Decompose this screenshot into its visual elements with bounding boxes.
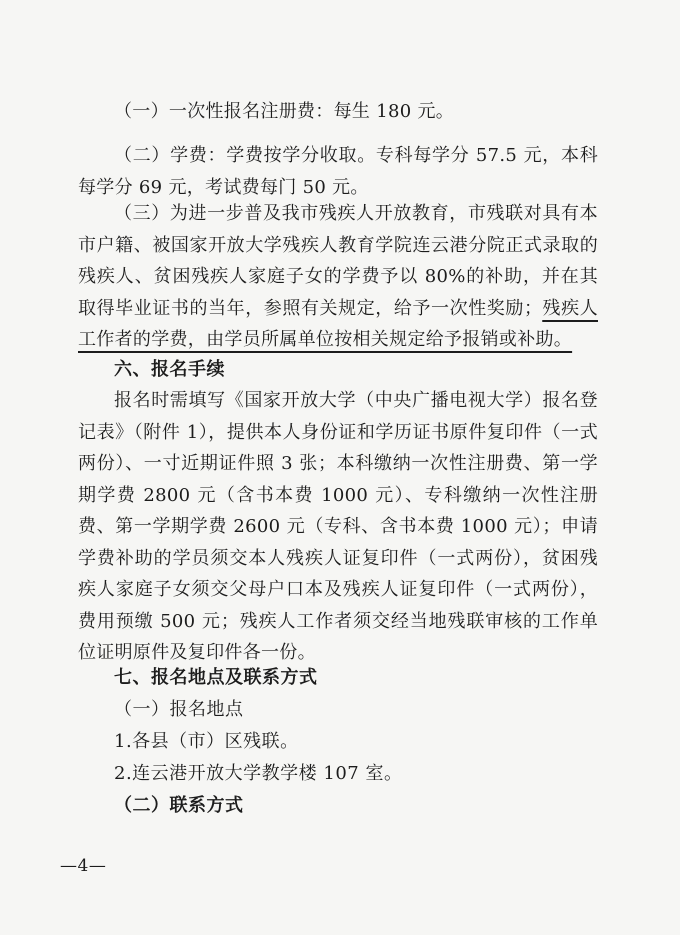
section7-subheading-location: （一）报名地点 — [114, 699, 244, 720]
fee-item-tuition: （二）学费：学费按学分收取。专科每学分 57.5 元，本科每学分 69 元，考试费每门 50 元。 — [78, 145, 598, 198]
location-item-2: 2.连云港开放大学教学楼 107 室。 — [114, 763, 403, 784]
section6-heading: 六、报名手续 — [114, 359, 225, 380]
section7-subheading-contact: （二）联系方式 — [114, 795, 244, 816]
section6-body: 报名时需填写《国家开放大学（中央广播电视大学）报名登记表》（附件 1），提供本人身份证和学历证书原件复印件（一式两份）、一寸近期证件照 3 张；本科缴纳一次性注册费、第一学期学费 2800 元（含书本费 1000 元）、专科缴纳一次性注册费、第一学期学费 2600 元（专科、含书本费 1000 元）；申请学费补助的学员须交本人残疾人证复印件（一式两份），贫困残疾人家庭子女须交父母户口本及残疾人证复印件（一式两份），费用预缴 500 元；残疾人工作者须交经当地残联审核的工作单位证明原件及复印件各一份。 — [78, 390, 598, 663]
subsidy-text: （三）为进一步普及我市残疾人开放教育，市残联对具有本市户籍、被国家开放大学残疾人教育学院连云港分院正式录取的残疾人、贫困残疾人家庭子女的学费予以 80%的补助，并在其取得毕业证书的当年，参照有关规定，给予一次性奖励； — [78, 203, 598, 319]
fee-item-subsidy — [78, 198, 598, 356]
section7-heading: 七、报名地点及联系方式 — [114, 667, 318, 688]
location-item-1: 1.各县（市）区残联。 — [114, 731, 299, 752]
subsidy-underlined-text: 残疾人工作者的学费，由学员所属单位按相关规定给予报销或补助。 — [78, 297, 598, 350]
fee-item-registration: （一）一次性报名注册费：每生 180 元。 — [114, 101, 455, 122]
page-number: —4— — [60, 856, 107, 876]
